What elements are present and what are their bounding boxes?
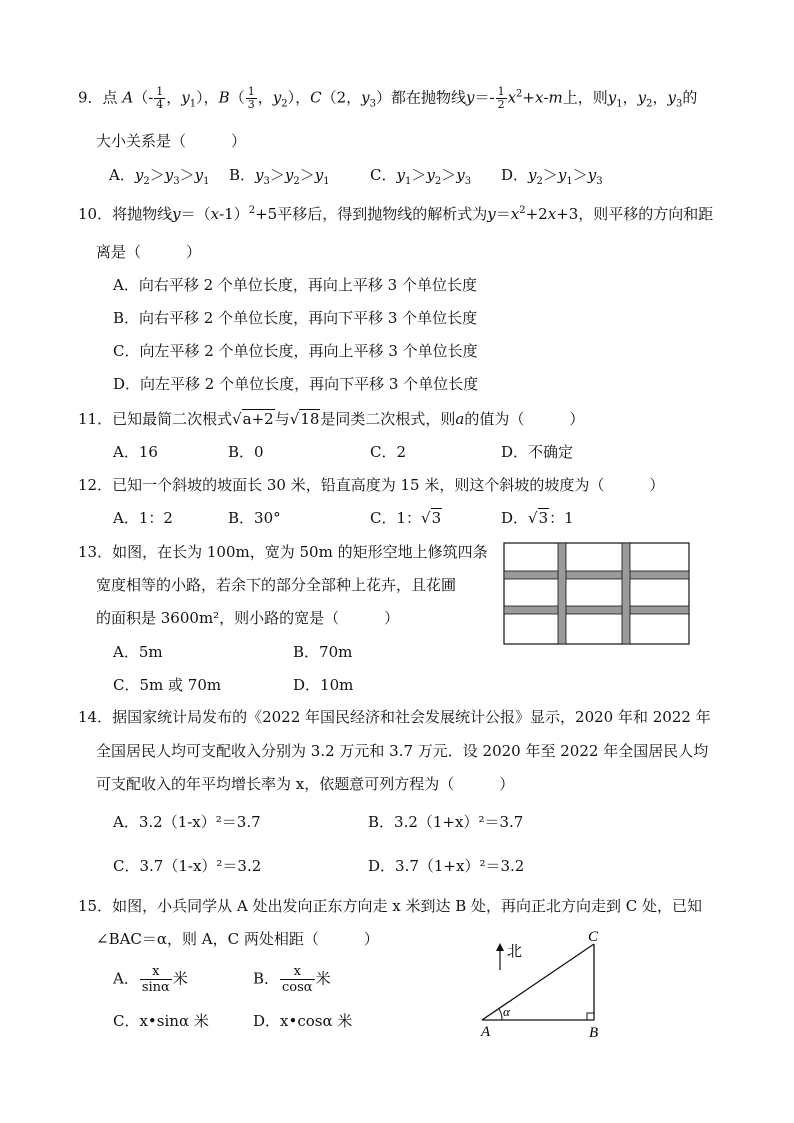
q15-number: 15． [78, 897, 113, 915]
q13-option-d: D．10m [293, 676, 354, 694]
angle-alpha-label: α [503, 1004, 510, 1019]
q10-line2: 离是（ ） [96, 243, 202, 261]
q15-text-1: 如图，小兵同学从 A 处出发向正东方向走 x 米到达 B 处，再向正北方向走到 C 处，已知 [112, 897, 703, 915]
q13-text-1: 如图，在长为 100m，宽为 50m 的矩形空地上修筑四条 [112, 543, 488, 561]
q15-triangle-figure [470, 926, 620, 1044]
q14-line3: 可支配收入的年平均增长率为 x，依题意可列方程为（ ） [96, 775, 515, 793]
q11-option-a: A．16 [113, 443, 158, 461]
q14-number: 14． [78, 708, 113, 726]
q15-option-c: C．x•sinα 米 [113, 1012, 209, 1030]
q10-option-a: A．向右平移 2 个单位长度，再向上平移 3 个单位长度 [113, 276, 477, 294]
q10-number: 10． [78, 205, 113, 223]
q9-line1: 9．点 A（- $\frac{1}{4}$ ，$y_1$），B（ $\frac{1}{3}$ ，$y_2$），C（2，$y_3$）都在抛物线y＝- $\frac{1}{2}$ $x^2+x-m$上，则$y_1$，$y_2$，$y_3$的 [78, 85, 698, 111]
q9-number: 9． [78, 88, 103, 107]
q9-option-c: C．$y_1>y_2>y_3$ [370, 166, 472, 187]
q9-text-a: 点 [102, 88, 118, 107]
q12-number: 12． [78, 476, 113, 494]
q11-text-c: 是同类二次根式，则 [320, 410, 456, 428]
point-c-label: C [588, 929, 599, 945]
q11-line1: 11．已知最简二次根式√a+2与√18是同类二次根式，则a的值为（ ） [78, 410, 585, 428]
q12-line1 [78, 474, 664, 495]
q10-option-b: B．向右平移 2 个单位长度，再向下平移 3 个单位长度 [113, 309, 478, 327]
q11-text-d: 的值为（ ） [464, 410, 585, 428]
q11-number: 11． [78, 410, 113, 428]
q12-text: 已知一个斜坡的坡面长 30 米，铅直高度为 15 米，则这个斜坡的坡度为（ ） [112, 476, 665, 494]
q9-option-a: A．$y_2>y_3>y_1$ [109, 166, 210, 187]
q9-option-b: B．$y_3>y_2>y_1$ [229, 166, 330, 187]
q12-option-c: C．1：√3 [370, 509, 442, 527]
q13-line3: 的面积是 3600m²，则小路的宽是（ ） [96, 609, 400, 627]
point-a-label: A [481, 1024, 491, 1040]
q13-rectangle-figure [503, 542, 691, 646]
q9-line2: 大小关系是（ ） [96, 132, 247, 150]
q12-option-d: D．√3：1 [501, 509, 574, 527]
q11-option-b: B．0 [228, 443, 264, 461]
q13-option-a: A．5m [113, 643, 163, 661]
q14-line1 [78, 706, 711, 727]
north-label: 北 [507, 942, 523, 960]
q10-text-c: ，则平移的方向和距 [578, 205, 714, 223]
q15-option-d: D．x•cosα 米 [253, 1012, 353, 1030]
q11-option-d: D．不确定 [501, 443, 574, 461]
q9-text-d: 的 [682, 88, 698, 107]
q14-option-c: C．3.7（1-x）²＝3.2 [113, 857, 262, 875]
q15-option-a: A． $\frac{x}{\sin\alpha}$ 米 [113, 964, 188, 995]
q11-option-c: C．2 [370, 443, 407, 461]
q15-line2: ∠BAC＝α，则 A，C 两处相距（ ） [96, 930, 379, 948]
q15-line1 [78, 895, 702, 916]
q10-line1: 10．将抛物线$y=(x-1)^2+5$平移后，得到抛物线的解析式为$y=x^2+2x+3$，则平移的方向和距 [78, 205, 714, 223]
q14-line2: 全国居民人均可支配收入分别为 3.2 万元和 3.7 万元．设 2020 年至 2022 年全国居民人均 [96, 742, 709, 760]
q14-text-1: 据国家统计局发布的《2022 年国民经济和社会发展统计公报》显示，2020 年和 2022 年 [112, 708, 711, 726]
q10-text-b: 平移后，得到抛物线的解析式为 [277, 205, 488, 223]
q14-option-b: B．3.2（1+x）²＝3.7 [368, 813, 524, 831]
q9-option-d: D．$y_2>y_1>y_3$ [501, 166, 603, 187]
q15-option-b: B． $\frac{x}{\cos\alpha}$ 米 [253, 964, 331, 995]
q10-option-d: D．向左平移 2 个单位长度，再向下平移 3 个单位长度 [113, 375, 479, 393]
q14-option-d: D．3.7（1+x）²＝3.2 [368, 857, 525, 875]
q13-number: 13． [78, 543, 113, 561]
q13-option-b: B．70m [293, 643, 353, 661]
q11-text-b: 与 [274, 410, 290, 428]
point-b-label: B [589, 1025, 599, 1041]
q13-option-c: C．5m 或 70m [113, 676, 222, 694]
q12-option-b: B．30° [228, 509, 281, 527]
q14-option-a: A．3.2（1-x）²＝3.7 [113, 813, 261, 831]
q13-line2: 宽度相等的小路，若余下的部分全部种上花卉，且花圃 [96, 576, 457, 594]
q12-option-a: A．1：2 [113, 509, 173, 527]
q11-text-a: 已知最简二次根式 [112, 410, 233, 428]
q10-text-a: 将抛物线 [112, 205, 173, 223]
q10-option-c: C．向左平移 2 个单位长度，再向上平移 3 个单位长度 [113, 342, 478, 360]
q9-text-c: 上，则 [562, 88, 608, 107]
q13-line1 [78, 541, 488, 562]
q9-text-b: 都在抛物线 [391, 88, 467, 107]
